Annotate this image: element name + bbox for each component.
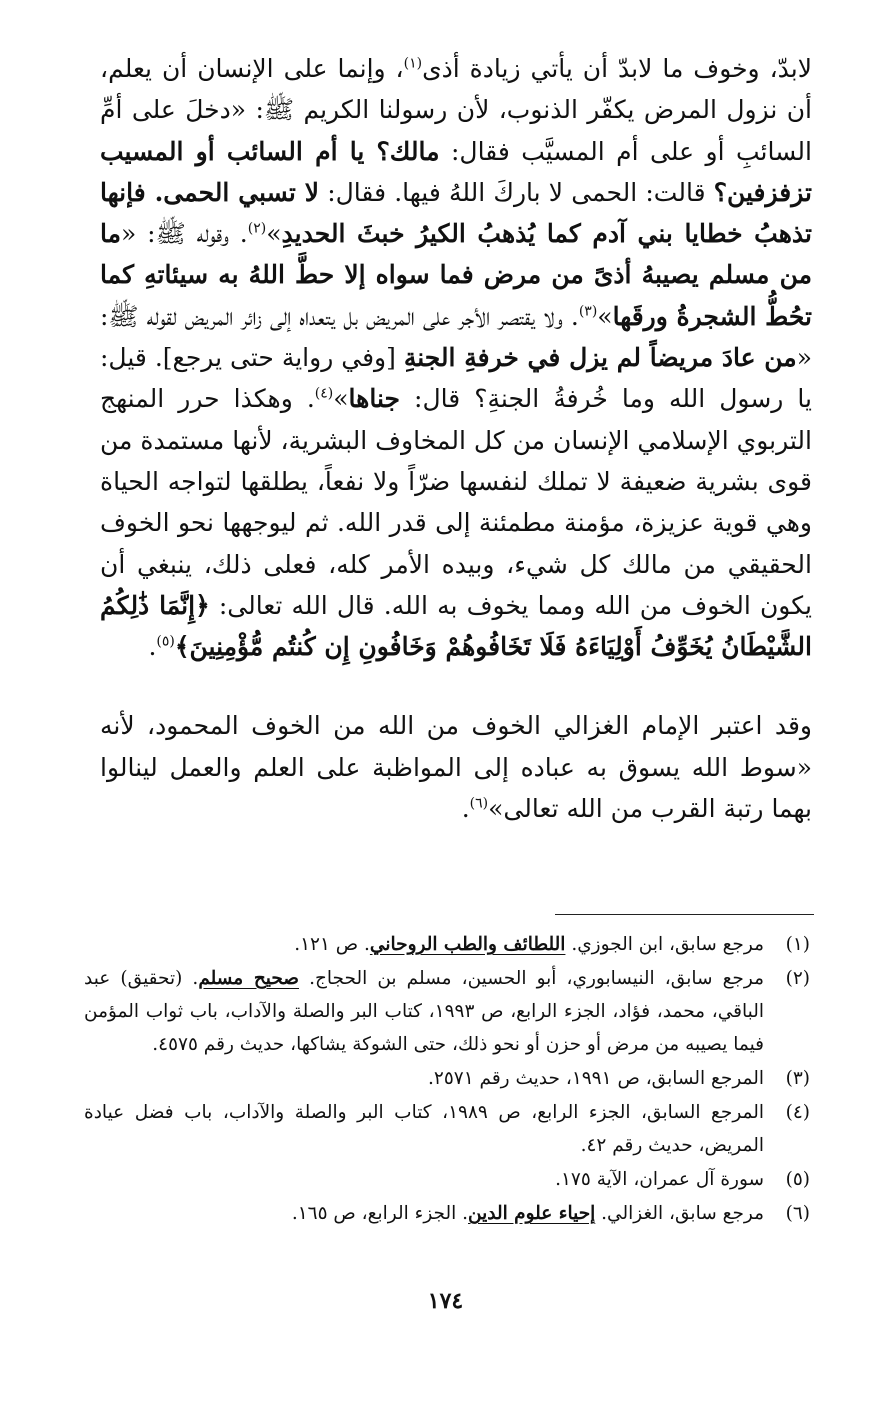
footnote-number: (١): [785, 934, 810, 955]
footnote-part: سورة آل عمران، الآية ١٧٥.: [555, 1169, 764, 1190]
footnote-separator: [555, 914, 814, 915]
footnote-ref: (٦): [469, 795, 489, 812]
body-text: . وقوله ﷺ: «: [121, 219, 248, 249]
quoted-text: ﴿إِنَّمَا ذَٰلِكُمُ الشَّيْطَانُ يُخَوِّفُ أَوْلِيَاءَهُ فَلَا تَخَافُوهُمْ وَخَافُونِ إِن كُنتُم مُّؤْمِنِينَ﴾: [100, 590, 812, 662]
body-text: »: [333, 384, 349, 414]
body-text: . وهكذا حرر المنهج التربوي الإسلامي الإنسان من كل المخاوف البشرية، لأنها مستمدة من قوى بشرية ضعيفة لا تملك لنفسها ضرّاً ولا نفعاً، يطلقها لتواجه الحياة وهي قوية عزيزة، مؤمنة مطمئنة إلى قدر الله. ثم ليوجهها نحو الخوف الحقيقي من مالك كل شيء، وبيده الأمر كله، فعلى ذلك، ينبغي أن يكون الخوف من الله ومما يخوف به الله. قال الله تعالى:: [100, 384, 812, 620]
page-body: [100, 48, 812, 829]
quoted-text: ما من مسلم يصيبهُ أذىً من مرض فما سواه إلا حطَّ اللهُ به سيئاتهِ كما تحُطُّ الشجرةُ ورقَها: [100, 219, 812, 331]
footnote: [84, 1163, 810, 1196]
footnote-part: المرجع السابق، ص ١٩٩١، حديث رقم ٢٥٧١.: [428, 1068, 764, 1089]
footnote-text: [84, 1163, 764, 1196]
book-title: صحيح مسلم: [198, 968, 299, 989]
body-text: »: [266, 219, 282, 249]
book-title: اللطائف والطب الروحاني: [369, 934, 566, 955]
footnote-part: مرجع سابق، الغزالي.: [595, 1203, 764, 1224]
footnote: [84, 1096, 810, 1162]
footnote: [84, 1062, 810, 1095]
footnote-ref: (٣): [578, 303, 598, 320]
body-text: وقد اعتبر الإمام الغزالي الخوف من الله من الخوف المحمود، لأنه «سوط الله يسوق به عباده إلى المواظبة على العلم والعمل لينالوا بهما رتبة القرب من الله تعالى»: [100, 711, 812, 824]
footnote-number: (٦): [785, 1203, 810, 1224]
footnote-part: . ص ١٢١.: [294, 934, 370, 955]
footnote-part: مرجع سابق، ابن الجوزي.: [565, 934, 764, 955]
footnote-number: (٤): [785, 1102, 810, 1123]
body-text: .: [148, 632, 157, 662]
footnote-text: [84, 1096, 764, 1162]
footnote: [84, 962, 810, 1061]
body-text: لابدّ، وخوف ما لابدّ أن يأتي زيادة أذى: [422, 54, 812, 83]
body-text: .: [461, 794, 470, 824]
footnote-ref: (٥): [156, 633, 175, 650]
quoted-text: لا تسبي الحمى. فإنها تذهبُ خطايا بني آدم كما يُذهبُ الكيرُ خبثَ الحديدِ: [100, 177, 812, 249]
footnote-ref: (٤): [314, 386, 334, 403]
footnote-number: (٥): [785, 1169, 810, 1190]
footnote-part: . (تحقيق) عبد الباقي، محمد، فؤاد، الجزء الرابع، ص ١٩٩٣، كتاب البر والصلة والآداب، باب ثواب المؤمن فيما يصيبه من مرض أو حزن أو نحو ذلك، حتى الشوكة يشاكها، حديث رقم ٤٥٧٥.: [84, 968, 764, 1055]
footnote-part: . الجزء الرابع، ص ١٦٥.: [291, 1203, 468, 1224]
body-text: . ولا يقتصر الأجر على المريض بل يتعداه إلى زائر المريض لقوله ﷺ: «: [100, 301, 812, 373]
book-title: إحياء علوم الدين: [468, 1203, 596, 1224]
quoted-text: مالك؟ يا أم السائب أو المسيب تزفزفين؟: [100, 136, 812, 207]
footnote-ref: (١): [403, 55, 423, 72]
footnote: [84, 928, 810, 961]
footnotes-list: [84, 928, 810, 1231]
footnote-part: المرجع السابق، الجزء الرابع، ص ١٩٨٩، كتاب البر والصلة والآداب، باب فضل عيادة المريض، حديث رقم ٤٢.: [84, 1102, 764, 1156]
quoted-text: من عادَ مريضاً لم يزل في خرفةِ الجنةِ: [403, 343, 797, 373]
body-text: ، وإنما على الإنسان أن يعلم، أن نزول المرض يكفّر الذنوب، لأن رسولنا الكريم ﷺ: «دخلَ على أمِّ السائبِ أو على أم المسيَّب فقال:: [100, 54, 813, 166]
footnote-ref: (٢): [247, 220, 267, 237]
paragraph-1: [100, 48, 812, 667]
body-text: قالت: الحمى لا باركَ اللهُ فيها. فقال:: [319, 177, 714, 207]
footnote-number: (٣): [785, 1068, 810, 1089]
body-text: »: [597, 301, 613, 331]
footnote-text: [84, 1197, 764, 1230]
footnote-number: (٢): [785, 968, 810, 989]
footnote: [84, 1197, 810, 1230]
footnote-text: [84, 928, 764, 961]
footnote-text: [84, 1062, 764, 1095]
quoted-text: جناها: [348, 384, 400, 414]
footnote-text: [84, 962, 764, 1061]
body-text: [وفي رواية حتى يرجع]. قيل: يا رسول الله وما خُرفةُ الجنةِ؟ قال:: [100, 343, 812, 414]
paragraph-2: [100, 705, 812, 829]
page-number: ١٧٤: [427, 1288, 464, 1314]
footnote-part: مرجع سابق، النيسابوري، أبو الحسين، مسلم بن الحجاج.: [299, 968, 764, 989]
